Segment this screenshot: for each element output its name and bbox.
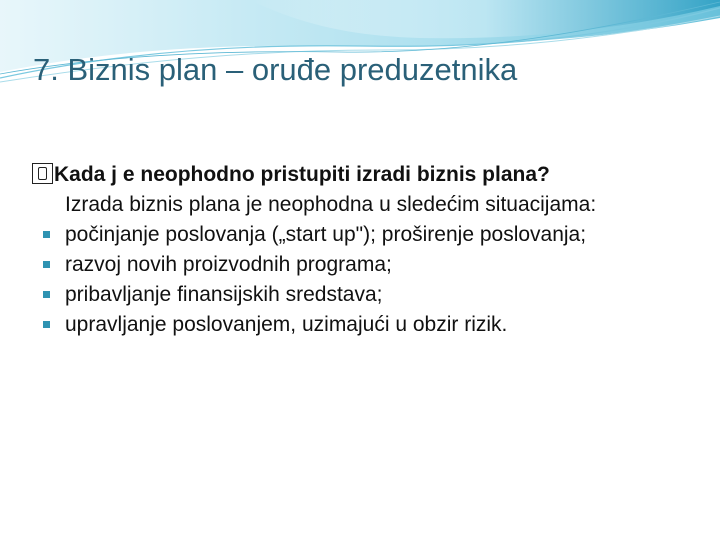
missing-glyph-box-icon [32,163,53,184]
question-text: Kada j e neophodno pristupiti izradi biznis plana? [54,163,550,186]
slide-title: 7. Biznis plan – oruđe preduzetnika [33,52,518,87]
slide-body [40,160,700,340]
question-line [32,160,700,190]
square-bullet-icon [40,310,56,340]
list-item [40,220,700,250]
list-item [40,250,700,280]
bullet-list [40,220,700,340]
list-item [40,280,700,310]
list-item [40,310,700,340]
list-item-text: razvoj novih proizvodnih programa; [65,253,392,276]
square-bullet-icon [40,220,56,250]
list-item-text: upravljanje poslovanjem, uzimajući u obzir rizik. [65,313,508,336]
square-bullet-icon [40,250,56,280]
list-item-text: pribavljanje finansijskih sredstava; [65,283,383,306]
intro-text: Izrada biznis plana je neophodna u sledećim situacijama: [65,193,597,216]
square-bullet-icon [40,280,56,310]
list-item-text: počinjanje poslovanja („start up"); proširenje poslovanja; [65,223,587,246]
